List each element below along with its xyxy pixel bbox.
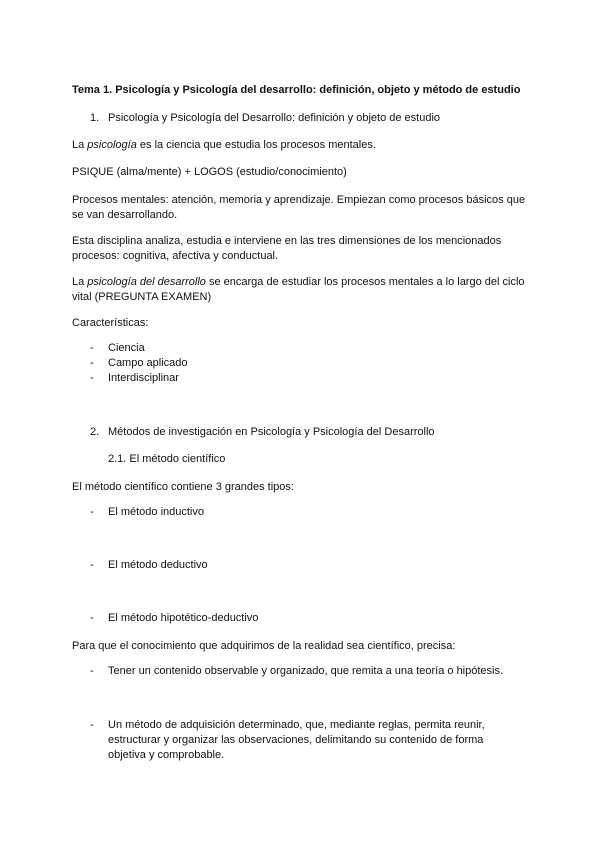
list-item-text: El método hipotético-deductivo bbox=[108, 612, 259, 624]
section-1-heading bbox=[90, 111, 530, 126]
p1-pre: La bbox=[72, 139, 88, 151]
list-dash: - bbox=[90, 719, 94, 731]
list-dash: - bbox=[90, 357, 94, 369]
section-2-heading bbox=[90, 425, 530, 440]
list-dash: - bbox=[90, 342, 94, 354]
list-item bbox=[90, 611, 520, 626]
p1-emphasis: psicología bbox=[87, 139, 137, 151]
p5-post: se encarga de estudiar los procesos mentales a lo largo del ciclo vital (PREGUNTA EXAMEN) bbox=[72, 276, 525, 303]
caracteristicas-label: Características: bbox=[72, 317, 149, 329]
list-item-text: Campo aplicado bbox=[108, 357, 188, 369]
list-item-text: Un método de adquisición determinado, que, mediante reglas, permita reunir, estructurar y organizar las observaciones, delimitando su contenido de forma objetiva y comprobable. bbox=[108, 719, 485, 761]
section-2-text: Métodos de investigación en Psicología y Psicología del Desarrollo bbox=[108, 426, 435, 438]
list-dash: - bbox=[90, 506, 94, 518]
document-title: Tema 1. Psicología y Psicología del desarrollo: definición, objeto y método de estudio bbox=[72, 84, 521, 96]
paragraph-conocimiento: Para que el conocimiento que adquirimos de la realidad sea científico, precisa: bbox=[72, 640, 456, 652]
subsection-heading: 2.1. El método científico bbox=[108, 453, 226, 465]
list-dash: - bbox=[90, 665, 94, 677]
section-1-number: 1. bbox=[90, 112, 100, 124]
list-item bbox=[90, 505, 520, 520]
list-item-text: Ciencia bbox=[108, 342, 145, 354]
paragraph-psicologia-definition bbox=[72, 138, 528, 153]
list-dash: - bbox=[90, 372, 94, 384]
p5-pre: La bbox=[72, 276, 88, 288]
list-item-text: El método deductivo bbox=[108, 559, 208, 571]
list-item-text: El método inductivo bbox=[108, 506, 204, 518]
list-item bbox=[90, 718, 500, 763]
paragraph-disciplina: Esta disciplina analiza, estudia e interviene en las tres dimensiones de los mencionados procesos: cognitiva, afectiva y conductual. bbox=[72, 235, 502, 262]
list-item-text: Tener un contenido observable y organizado, que remita a una teoría o hipótesis. bbox=[108, 665, 504, 677]
section-2-number: 2. bbox=[90, 426, 100, 438]
section-1-text: Psicología y Psicología del Desarrollo: definición y objeto de estudio bbox=[108, 112, 441, 124]
list-item bbox=[90, 371, 520, 386]
list-item-text: Interdisciplinar bbox=[108, 372, 179, 384]
list-dash: - bbox=[90, 612, 94, 624]
paragraph-psicologia-desarrollo bbox=[72, 275, 528, 305]
paragraph-psique-logos: PSIQUE (alma/mente) + LOGOS (estudio/conocimiento) bbox=[72, 166, 347, 178]
p1-post: es la ciencia que estudia los procesos mentales. bbox=[136, 139, 376, 151]
p5-emphasis: psicología del desarrollo bbox=[87, 276, 206, 288]
list-item bbox=[90, 664, 520, 679]
paragraph-metodo-tipos: El método científico contiene 3 grandes tipos: bbox=[72, 481, 294, 493]
paragraph-procesos-mentales: Procesos mentales: atención, memoria y aprendizaje. Empiezan como procesos básicos que se van desarrollando. bbox=[72, 194, 526, 221]
list-item bbox=[90, 341, 520, 356]
list-dash: - bbox=[90, 559, 94, 571]
list-item bbox=[90, 356, 520, 371]
list-item bbox=[90, 558, 520, 573]
